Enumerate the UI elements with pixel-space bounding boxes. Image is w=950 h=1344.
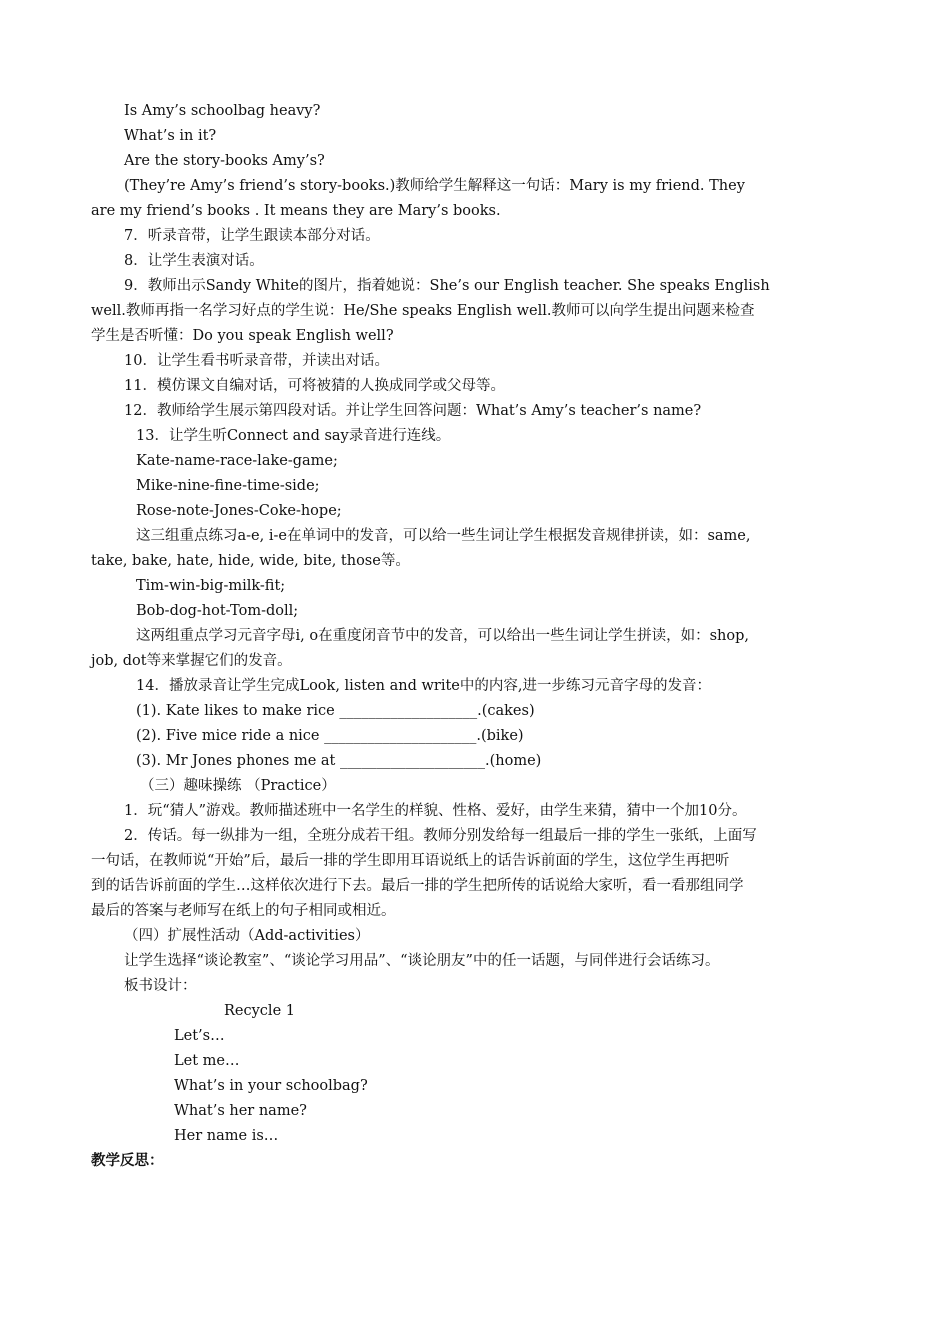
board-line: Her name is… (174, 1128, 279, 1144)
board-line: Let me… (174, 1053, 240, 1069)
step-line: 2．传话。每一纵排为一组，全班分成若干组。教师分别发给每一组最后一排的学生一张纸，上面写 (124, 828, 757, 844)
step-line: 13．让学生听Connect and say录音进行连线。 (136, 428, 451, 444)
paragraph-line: 学生是否听懂：Do you speak English well? (91, 328, 394, 344)
step-line: 11．模仿课文自编对话，可将被猜的人换成同学或父母等。 (124, 378, 505, 394)
word-chain: Rose-note-Jones-Coke-hope; (136, 503, 342, 519)
exercise-line: (3). Mr Jones phones me at ____________________.(home) (136, 753, 542, 769)
paragraph-line: (They’re Amy’s friend’s story-books.)教师给学生解释这一句话：Mary is my friend. They (124, 178, 745, 194)
step-line: 8．让学生表演对话。 (124, 253, 264, 269)
board-line: Let’s… (174, 1028, 225, 1044)
paragraph-line: 到的话告诉前面的学生…这样依次进行下去。最后一排的学生把所传的话说给大家听，看一看那组同学 (91, 878, 744, 894)
section-heading: （三）趣味操练 （Practice） (140, 778, 336, 794)
question-line: Are the story-books Amy’s? (124, 153, 325, 169)
paragraph-line: job, dot等来掌握它们的发音。 (91, 653, 292, 669)
step-line: 9．教师出示Sandy White的图片，指着她说：She’s our English teacher. She speaks English (124, 278, 770, 294)
question-line: Is Amy’s schoolbag heavy? (124, 103, 321, 119)
step-line: 12．教师给学生展示第四段对话。并让学生回答问题：What’s Amy’s teacher’s name? (124, 403, 702, 419)
paragraph-line: 这两组重点学习元音字母i, o在重度闭音节中的发音，可以给出一些生词让学生拼读，如：shop, (136, 628, 749, 644)
board-title: Recycle 1 (224, 1003, 295, 1019)
paragraph-line: well.教师再指一名学习好点的学生说：He/She speaks English well.教师可以向学生提出问题来检查 (91, 303, 755, 319)
word-chain: Bob-dog-hot-Tom-doll; (136, 603, 299, 619)
word-chain: Kate-name-race-lake-game; (136, 453, 338, 469)
exercise-line: (1). Kate likes to make rice ___________________.(cakes) (136, 703, 535, 719)
word-chain: Mike-nine-fine-time-side; (136, 478, 320, 494)
paragraph-line: 这三组重点练习a-e, i-e在单词中的发音，可以给一些生词让学生根据发音规律拼读，如：same, (136, 528, 751, 544)
step-line: 7．听录音带，让学生跟读本部分对话。 (124, 228, 380, 244)
paragraph-line: 最后的答案与老师写在纸上的句子相同或相近。 (91, 903, 396, 919)
section-heading: （四）扩展性活动（Add-activities） (124, 928, 370, 944)
board-line: What’s in your schoolbag? (174, 1078, 368, 1094)
paragraph-line: 一句话，在教师说“开始”后，最后一排的学生即用耳语说纸上的话告诉前面的学生，这位学生再把听 (91, 853, 730, 869)
paragraph-line: take, bake, hate, hide, wide, bite, those等。 (91, 553, 410, 569)
step-line: 10．让学生看书听录音带，并读出对话。 (124, 353, 389, 369)
board-line: What’s her name? (174, 1103, 307, 1119)
paragraph-line: are my friend’s books . It means they are Mary’s books. (91, 203, 501, 219)
exercise-line: (2). Five mice ride a nice _____________________.(bike) (136, 728, 524, 744)
word-chain: Tim-win-big-milk-fit; (136, 578, 286, 594)
step-line: 1．玩“猜人”游戏。教师描述班中一名学生的样貌、性格、爱好，由学生来猜，猜中一个加10分。 (124, 803, 747, 819)
step-line: 14．播放录音让学生完成Look, listen and write中的内容,进一步练习元音字母的发音： (136, 678, 711, 694)
question-line: What’s in it? (124, 128, 217, 144)
board-design-label: 板书设计： (124, 978, 197, 994)
paragraph-line: 让学生选择“谈论教室”、“谈论学习用品”、“谈论朋友”中的任一话题，与同伴进行会话练习。 (124, 953, 720, 969)
reflection-heading: 教学反思： (91, 1153, 164, 1169)
